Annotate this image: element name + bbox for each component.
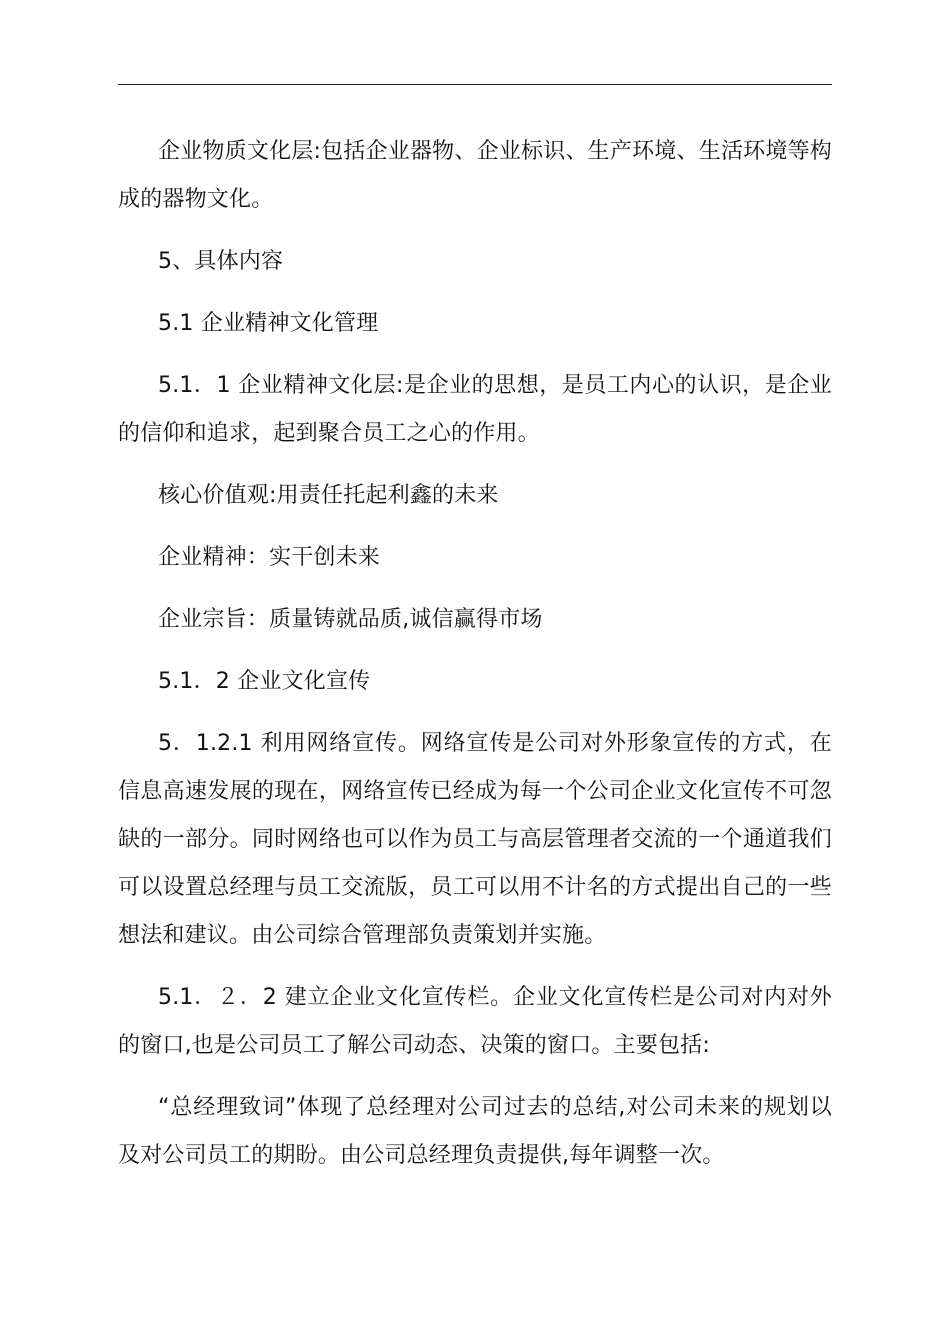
header-divider bbox=[118, 84, 832, 85]
paragraph-bulletin-board: 5.1．２．2 建立企业文化宣传栏。企业文化宣传栏是公司对内对外的窗口,也是公司员工了解公司动态、决策的窗口。主要包括: bbox=[118, 985, 832, 1058]
paragraph-material-culture: 企业物质文化层:包括企业器物、企业标识、生产环境、生活环境等构成的器物文化。 bbox=[118, 139, 832, 212]
heading-section-5-1-2: 5.1．2 企业文化宣传 bbox=[158, 669, 371, 694]
paragraph-enterprise-purpose: 企业宗旨：质量铸就品质,诚信赢得市场 bbox=[158, 607, 543, 632]
heading-section-5: 5、具体内容 bbox=[158, 249, 284, 274]
paragraph-spiritual-culture: 5.1．1 企业精神文化层:是企业的思想，是员工内心的认识，是企业的信仰和追求，起到聚合员工之心的作用。 bbox=[118, 373, 832, 446]
document-body bbox=[118, 128, 832, 1194]
paragraph-network-promotion: 5．1.2.1 利用网络宣传。网络宣传是公司对外形象宣传的方式，在信息高速发展的现在，网络宣传已经成为每一个公司企业文化宣传不可忽缺的一部分。同时网络也可以作为员工与高层管理者交流的一个通道我们可以设置总经理与员工交流版，员工可以用不计名的方式提出自己的一些想法和建议。由公司综合管理部负责策划并实施。 bbox=[118, 731, 832, 948]
paragraph-enterprise-spirit: 企业精神：实干创未来 bbox=[158, 545, 381, 570]
paragraph-gm-address: “总经理致词”体现了总经理对公司过去的总结,对公司未来的规划以及对公司员工的期盼。由公司总经理负责提供,每年调整一次。 bbox=[118, 1095, 832, 1168]
heading-section-5-1: 5.1 企业精神文化管理 bbox=[158, 311, 379, 336]
paragraph-core-values: 核心价值观:用责任托起利鑫的未来 bbox=[158, 483, 499, 508]
